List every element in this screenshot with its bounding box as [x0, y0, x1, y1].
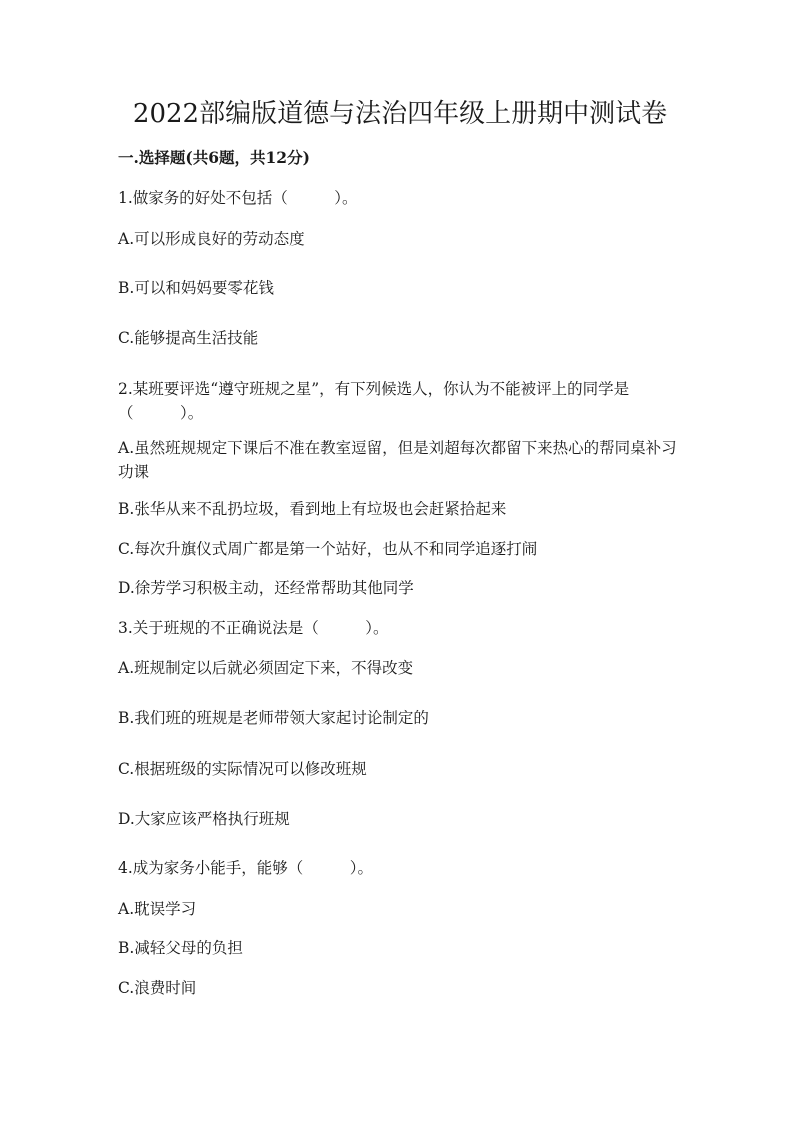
section-heading: 一.选择题(共6题，共12分): [118, 148, 310, 167]
question-4-option-c: C.浪费时间: [118, 979, 197, 997]
question-4-option-b: B.减轻父母的负担: [118, 939, 243, 957]
question-2-option-a: A.虽然班规规定下课后不准在教室逗留，但是刘超每次都留下来热心的帮同桌补习功课: [118, 439, 677, 481]
question-2-stem: 2.某班要评选“遵守班规之星”，有下列候选人，你认为不能被评上的同学是（ ）。: [118, 380, 630, 422]
question-4-option-a: A.耽误学习: [118, 900, 197, 918]
question-1-stem: 1.做家务的好处不包括（ ）。: [118, 189, 358, 207]
page-title: 2022部编版道德与法治四年级上册期中测试卷: [132, 99, 668, 129]
question-1-option-a: A.可以形成良好的劳动态度: [118, 230, 305, 248]
question-3-stem: 3.关于班规的不正确说法是（ ）。: [118, 619, 389, 637]
question-3-option-a: A.班规制定以后就必须固定下来，不得改变: [118, 659, 414, 677]
question-4-stem: 4.成为家务小能手，能够（ ）。: [118, 859, 374, 877]
question-3-option-b: B.我们班的班规是老师带领大家起讨论制定的: [118, 709, 429, 727]
question-3-option-c: C.根据班级的实际情况可以修改班规: [118, 760, 367, 778]
question-2-option-d: D.徐芳学习积极主动，还经常帮助其他同学: [118, 579, 414, 597]
question-2-option-b: B.张华从来不乱扔垃圾，看到地上有垃圾也会赶紧拾起来: [118, 500, 507, 518]
question-2-option-c: C.每次升旗仪式周广都是第一个站好，也从不和同学追逐打闹: [118, 540, 538, 558]
question-1-option-b: B.可以和妈妈要零花钱: [118, 279, 274, 297]
question-1-option-c: C.能够提高生活技能: [118, 329, 259, 347]
question-3-option-d: D.大家应该严格执行班规: [118, 810, 290, 828]
